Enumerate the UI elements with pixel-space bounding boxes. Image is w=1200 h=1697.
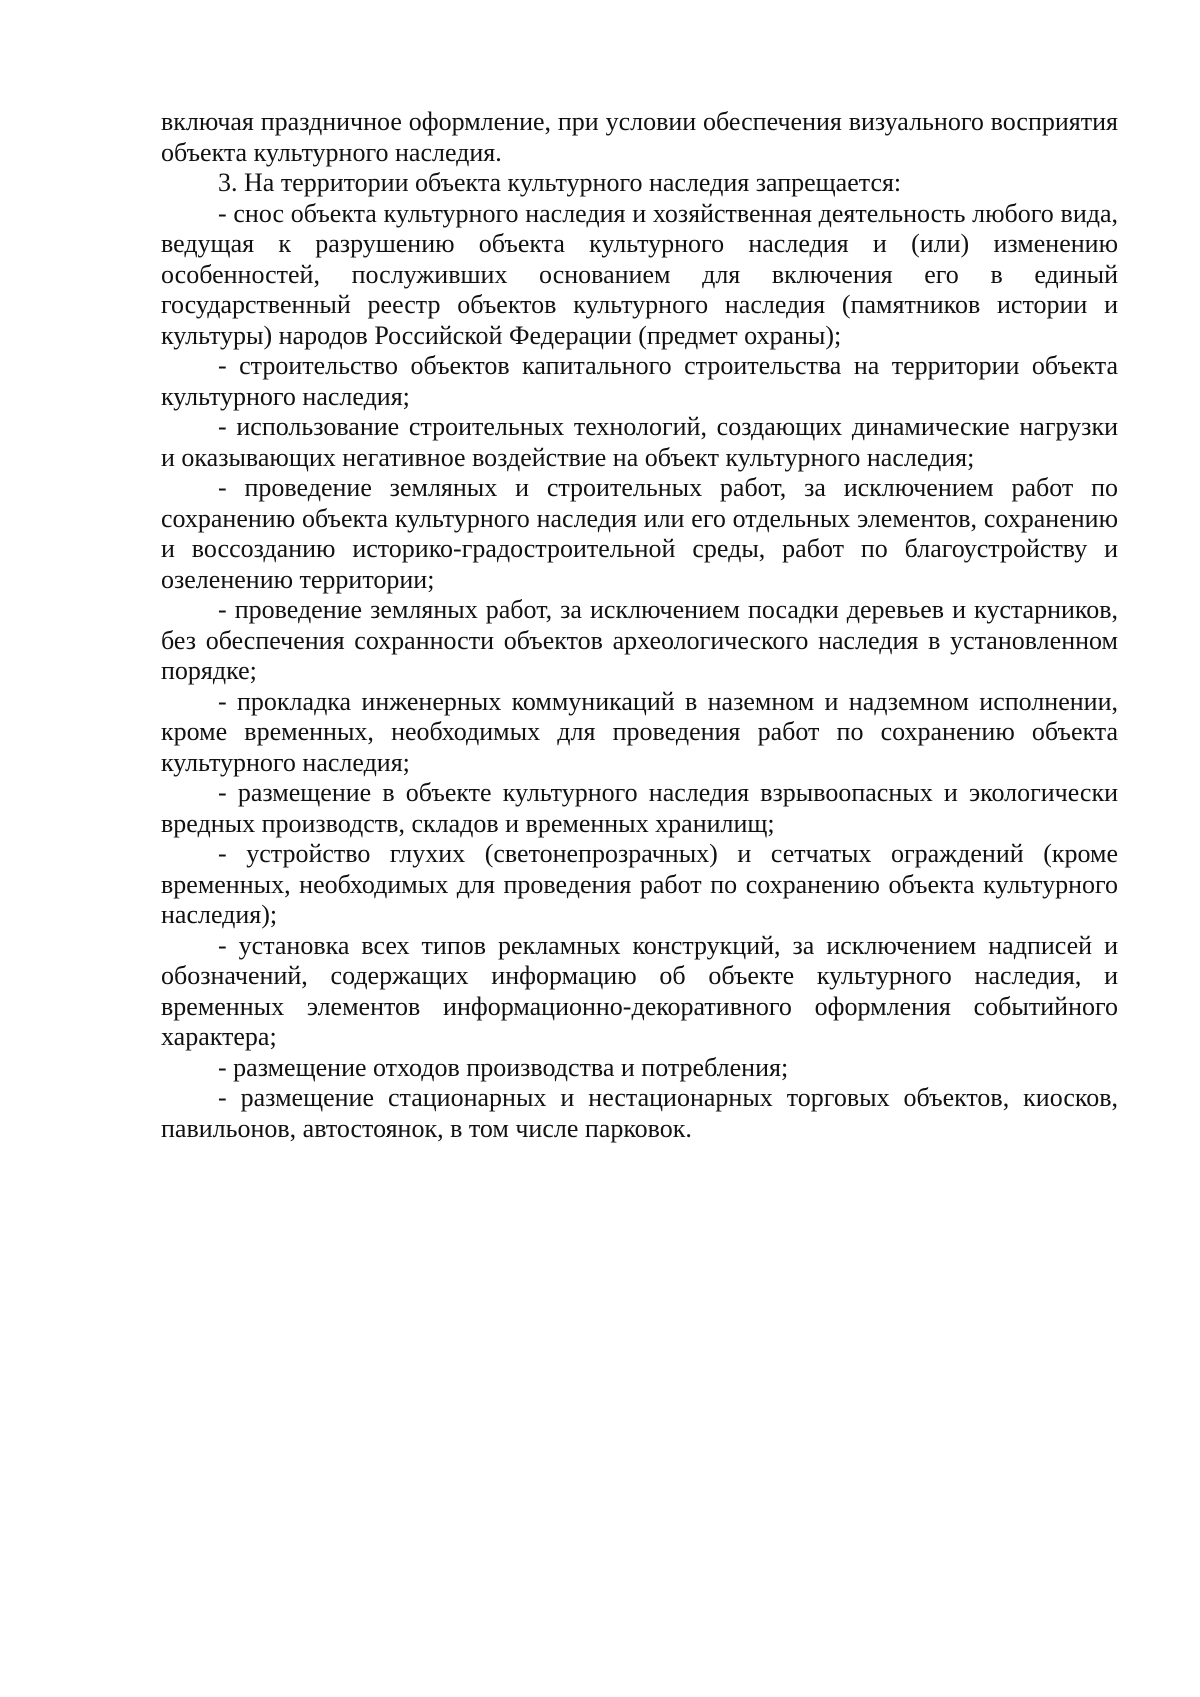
- list-item-advertising: - установка всех типов рекламных конструкций, за исключением надписей и обозначений, содержащих информацию об объекте культурного наследия, и временных элементов информационно-декоративного оформления событийного характера;: [161, 930, 1118, 1051]
- list-item-construction-technologies: - использование строительных технологий, создающих динамические нагрузки и оказывающих негативное воздействие на объект культурного наследия;: [161, 412, 1118, 472]
- list-item-earth-works: - проведение земляных работ, за исключением посадки деревьев и кустарников, без обеспечения сохранности объектов археологического наследия в установленном порядке;: [161, 595, 1118, 685]
- list-item-waste: - размещение отходов производства и потребления;: [218, 1052, 789, 1082]
- list-item-engineering-communications: - прокладка инженерных коммуникаций в наземном и надземном исполнении, кроме временных, необходимых для проведения работ по сохранению объекта культурного наследия;: [161, 686, 1118, 777]
- document-body: [161, 107, 1118, 1144]
- paragraph-continuation: включая праздничное оформление, при условии обеспечения визуального восприятия объекта культурного наследия.: [161, 107, 1118, 167]
- list-item-capital-construction: - строительство объектов капитального строительства на территории объекта культурного наследия;: [161, 351, 1118, 411]
- paragraph-section-3-heading: 3. На территории объекта культурного наследия запрещается:: [218, 168, 902, 197]
- list-item-fences: - устройство глухих (светонепрозрачных) и сетчатых ограждений (кроме временных, необходимых для проведения работ по сохранению объекта культурного наследия);: [161, 839, 1118, 929]
- list-item-trade-objects: - размещение стационарных и нестационарных торговых объектов, киосков, павильонов, автостоянок, в том числе парковок.: [161, 1083, 1118, 1143]
- list-item-demolition: - снос объекта культурного наследия и хозяйственная деятельность любого вида, ведущая к разрушению объекта культурного наследия и (или) изменению особенностей, послуживших основанием для включения его в единый государственный реестр объектов культурного наследия (памятников истории и культуры) народов Российской Федерации (предмет охраны);: [161, 198, 1118, 350]
- list-item-earth-and-construction-works: - проведение земляных и строительных работ, за исключением работ по сохранению объекта культурного наследия или его отдельных элементов, сохранению и воссозданию историко-градостроительной среды, работ по благоустройству и озеленению территории;: [161, 473, 1118, 594]
- list-item-hazardous-production: - размещение в объекте культурного наследия взрывоопасных и экологически вредных производств, складов и временных хранилищ;: [161, 778, 1118, 838]
